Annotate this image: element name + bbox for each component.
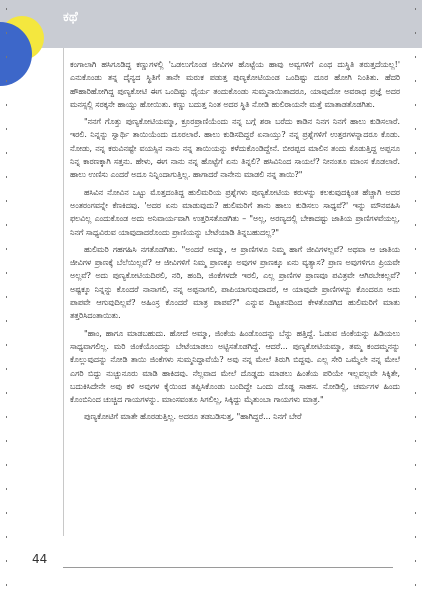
binding-mark	[415, 152, 416, 154]
binding-mark	[415, 56, 416, 58]
right-binding-marks	[412, 0, 420, 600]
binding-mark	[415, 296, 416, 298]
binding-mark	[6, 200, 7, 202]
binding-mark	[6, 56, 7, 58]
binding-mark	[415, 416, 416, 418]
binding-mark	[415, 536, 416, 538]
binding-mark	[6, 512, 7, 514]
page-number: 44	[32, 552, 48, 566]
section-title: ಕಥೆ	[63, 10, 78, 25]
binding-mark	[415, 176, 416, 178]
binding-mark	[6, 104, 7, 106]
paragraph: ಕಂಗಾಲಾಗಿ ಹಸಿಗೂಡಿದ್ದ ಕಣ್ಣುಗಳಲ್ಲಿ 'ಒಡಲುಗೊಂಡ ಜೀವಿಗಳ ಹೊಟ್ಟೆಯ ಹಾವು ಅವ್ವಗಳಿಗೆ ಎಂಥ ದುಸ್ಥಿತಿ ತರುತ್ತದೆಯಲ್ಲ!' ಎನುಕೊಂಡು ತನ್ನ ದೈನ್ಯದ ಸ್ಥಿತಿಗೆ ತಾನೇ ಮರುಕ ಪಡುತ್ತ ಪುಣ್ಯಕೋಟಿಯಂಡ ಒಂದಿಷ್ಟು ದೂರ ಹೋಗಿ ನಿಂತಿತು. ಹೆದರಿ ಹೌಹಾರಿಹೋಗಿದ್ದ ಪುಣ್ಯಕೋಟಿ ಈಗ ಒಂದಿಷ್ಟು ಧೈರ್ಯ ತಂದುಕೊಂಡು ಸುಮ್ಮನಾಯಿತಾದರೂ, ಯಾವುದೋ ಅವರಾಧ ಪ್ರಜ್ಞೆ ಅದರ ಮನಸ್ಸಲ್ಲಿ ಸರಕ್ಕನೇ ಹಾಯ್ದು ಹೋಯಿತು. ಕಣ್ಣು ಬದುತ್ತ ನಿಂತ ಅದರ ಸ್ಥಿತಿ ನೋಡಿ ಹುಲಿರಾಯನೇ ಮತ್ತೆ ಮಾತಾಡತೊಡಗಿತು.	[70, 60, 400, 109]
binding-mark	[6, 128, 7, 130]
binding-mark	[6, 32, 7, 34]
margin-rule	[63, 48, 64, 536]
binding-mark	[415, 584, 416, 586]
binding-mark	[415, 368, 416, 370]
binding-mark	[6, 392, 7, 394]
binding-mark	[415, 224, 416, 226]
binding-mark	[6, 560, 7, 562]
binding-mark	[415, 344, 416, 346]
footer-rule	[63, 567, 393, 568]
binding-mark	[415, 8, 416, 10]
header-bar	[0, 0, 422, 48]
paragraph: ಪುಣ್ಯಕೋಟಿಗೆ ಮಾತೇ ಹೊರಡುತ್ತಿಲ್ಲ. ಅದರೂ ತಡಬಡಿಸುತ್ತ, "ಹಾಗಿದ್ದರೆ... ನಿನಗೆ ಬೇರೆ	[84, 412, 302, 422]
binding-mark	[6, 80, 7, 82]
paragraph: ಹುಲಿಮರಿ ಗಹಗಹಿಸಿ ನಗತೊಡಗಿತು. "ಅಂದರೆ ಅಮ್ಮಾ, ಆ ಪ್ರಾಣಿಗಳೂ ನಿಮ್ಮ ಹಾಗೆ ಜೀವಿಗಳಲ್ಲವೆ? ಅಥವಾ ಆ ಜಾತಿಯ ಜೀವಿಗಳ ಪ್ರಾಣಕ್ಕೆ ಬೆಲೆಯಿಲ್ಲವೆ? ಆ ಜೀವಿಗಳಿಗೆ ನಿಮ್ಮ ಪ್ರಾಣಕ್ಕೂ ಅವುಗಳ ಪ್ರಾಣಕ್ಕೂ ಏನು ವ್ಯತ್ಯಾಸ? ಪ್ರಾಣ ಅವುಗಳಿಗೂ ಪ್ರಿಯವೇ ಅಲ್ಲವೆ? ಅದು ಪುಣ್ಯಕೋಟಿಯದಿರಲಿ, ನರಿ, ಹಂದಿ, ಜಿಂಕೆಗಳದೇ ಇರಲಿ, ಎಲ್ಲ ಪ್ರಾಣಿಗಳ ಪ್ರಾಣವೂ ಪವಿತ್ರವೇ ಆಗಿರಬೇಕಲ್ಲವೆ? ಅಷ್ಟಕ್ಕೂ ನಿನ್ನನ್ನು ಕೊಂದರೆ ನಾನಾಗಲಿ, ನನ್ನ ಅಪ್ಪನಾಗಲಿ, ಪಾಪಿಯಾಗುವುದಾದರೆ, ಆ ಯಾವುದೇ ಪ್ರಾಣಿಗಳನ್ನು ಕೊಂದರೂ ಅದು ಪಾಪವೇ ಆಗುವುದಿಲ್ಲವೆ? ಅಹಿಂಸ್ರ ಕೊಂದರೆ ಮಾತ್ರ ಪಾಪವೆ?" ಎನ್ನುವ ದಿಟ್ಟತನದಿಂದ ಕೇಳತೊಡಗಿದ ಹುಲಿಮರಿಗೆ ಮಾತು ತತ್ತರಿಸಿದಂತಾಯಿತು.	[70, 244, 400, 321]
binding-mark	[415, 320, 416, 322]
binding-mark	[415, 464, 416, 466]
binding-mark	[6, 488, 7, 490]
binding-mark	[415, 32, 416, 34]
binding-mark	[415, 440, 416, 442]
paragraph: "ಹಾಂ, ಹಾಗೂ ಮಾಡಬಹುದು. ಹೋದೆ ಅಮ್ಮಾ, ಜಿಂಕೆಯ ಹಿಂಡೊಂದನ್ನು ಬೆನ್ನು ಹತ್ತಿದ್ದೆ. ಓಡುವ ಜಿಂಕೆಯನ್ನು ಹಿಡಿಯಲು ಸಾಧ್ಯವಾಗಲಿಲ್ಲ. ಮರಿ ಜಿಂಕೆಯೊಂದನ್ನು ಬೇಟೆಯಾಡಲು ಅಟ್ಟಿಸತೊಡಗಿದ್ದೆ. ಆದರೆ... ಪುಣ್ಯಕೋಟಿಯಮ್ಮಾ, ತಮ್ಮ ಕಂದಮ್ಮನನ್ನು ಕೊಲ್ಲುವುದನ್ನು ನೋಡಿ ತಾಯಿ ಜಿಂಕೆಗಳು ಸುಮ್ಮನಿದ್ದಾವೆಯೆ? ಅವು ನನ್ನ ಮೇಲೆ ತಿರುಗಿ ಬಿದ್ದವು. ಎಲ್ಲ ಸೇರಿ ಒಮ್ಮೆಲೇ ನನ್ನ ಮೇಲೆ ಎಗರಿ ಬಿದ್ದು ನುಚ್ಚುನೂರು ಮಾಡಿ ಹಾಕಿದವು. ನೆಲ್ಲವಾದ ಮೇಲೆ ದೊಡ್ಡದು ಮಾಡಲು ಹಿಂತೆಯ ಪರಿಯೇ ಇಲ್ಲವಲ್ಲವೇ ಸಿಕ್ಕಿತೇ, ಬದುಕಿಸಿದೇನೇ ಅವು ಕಳಿ ಅವುಗಳ ಕೈಯಿಂದ ತಪ್ಪಿಸಿಕೊಂಡು ಬಂದಿದ್ದೇ ಒಂದು ದೊಡ್ಡ ಸಾಹಸ. ನೋಡಿಲ್ಲಿ, ಚರ್ಮಗಳ ಹಿಂದು ಕೊಂಬಿನಿಂದ ಚುಚ್ಚಿದ ಗಾಯಗಳನ್ನು. ಮಾಂಸವಂತೂ ಸಿಗಲಿಲ್ಲ, ಸಿಕ್ಕಿದ್ದು ಮೈತುಂಬಾ ಗಾಯಗಳು ಮಾತ್ರ."	[70, 328, 400, 405]
binding-mark	[415, 272, 416, 274]
binding-mark	[6, 272, 7, 274]
binding-mark	[415, 248, 416, 250]
binding-mark	[415, 128, 416, 130]
binding-mark	[6, 8, 7, 10]
binding-mark	[415, 80, 416, 82]
binding-mark	[6, 344, 7, 346]
left-binding-marks	[3, 0, 11, 600]
binding-mark	[6, 152, 7, 154]
binding-mark	[6, 536, 7, 538]
binding-mark	[415, 512, 416, 514]
binding-mark	[6, 584, 7, 586]
binding-mark	[6, 248, 7, 250]
binding-mark	[415, 200, 416, 202]
binding-mark	[6, 368, 7, 370]
binding-mark	[6, 440, 7, 442]
paragraph: ಹಸಿವಿನ ನೋವಿನ ಒಟ್ಟು ಮೊತ್ತದಂತಿದ್ದ ಹುಲಿಮರಿಯ ಪ್ರಶ್ನೆಗಳು ಪುಣ್ಯಕೋಟಿಯ ಕರುಳನ್ನು ಕಲಕುವುದಕ್ಕಿಂತ ಹೆಚ್ಚಾಗಿ ಅದರ ಅಂತರಂಗವನ್ನೇ ಕೆಣಕಿದವು. 'ಅದರ ಏನು ಮಾಡುವುದು? ಹುಲಿಮರಿಗೆ ತಾನು ಹಾಲು ಕುಡಿಸಲು ಸಾಧ್ಯವೆ?' ಇನ್ನು ಮೌನವಹಿಸಿ ಫಲವಿಲ್ಲ ಎಂದುಕೊಂಡ ಅದು ಅನಿವಾರ್ಯವಾಗಿ ಉತ್ತರಿಸತೊಡಗಿತು – "ಅಲ್ಲ, ಅರಣ್ಯದಲ್ಲಿ ಬೇಕಾದಷ್ಟು ಜಾತಿಯ ಪ್ರಾಣಿಗಳವೆಯಲ್ಲ, ನಿನಗೆ ಸಾಧ್ಯವಿರುವ ಯಾವುದಾದರೊಂದು ಪ್ರಾಣಿಯನ್ನು ಬೇಟೆಯಾಡಿ ತಿನ್ನಬಹುದಲ್ಲ?"	[70, 187, 400, 237]
binding-mark	[415, 392, 416, 394]
binding-mark	[6, 296, 7, 298]
binding-mark	[415, 488, 416, 490]
binding-mark	[415, 560, 416, 562]
article-body	[70, 58, 400, 428]
binding-mark	[6, 464, 7, 466]
binding-mark	[6, 416, 7, 418]
binding-mark	[415, 104, 416, 106]
binding-mark	[6, 176, 7, 178]
paragraph: "ನನಗೆ ಗೊತ್ತು ಪುಣ್ಯಕೋಟಿಯಮ್ಮಾ, ಕ್ರೂರಪ್ರಾಣಿಯೆಂದು ನನ್ನ ಬಗ್ಗೆ ಶರಾ ಬರೆದು ಕಾಡಿನ ನಿನಗ ನಿನಗೆ ಹಾಲು ಕುಡಿಸಲಾರೆ. ಇರಲಿ. ನಿನ್ನನ್ನು ಸ್ವಾರ್ಥಿ ತಾಯಿಯೆಂದು ದೂರಲಾರೆ. ಹಾಲು ಕುಡಿಸದಿದ್ದರೆ ಏನಾಯ್ತು? ನನ್ನ ಪ್ರಶ್ನೆಗಳಿಗೆ ಉತ್ತರಗಳನ್ನಾದರೂ ಕೊಡು. ನೋಡು, ನನ್ನ ಕರುವಿನಷ್ಟೇ ವಯಸ್ಸಿನ ನಾನು ನನ್ನ ತಾಯಿಯನ್ನು ಕಳೆದುಕೊಂಡಿದ್ದೇನೆ. ಬೀರಪ್ಪದ ಮಾಲಿನ ತಂದು ಕೊಡುತ್ತಿದ್ದ ಅಪ್ಪನೂ ನಿನ್ನ ಕಾರಣಕ್ಕಾಗಿ ಸತ್ತನು. ಹೇಳು, ಈಗ ನಾನು ನನ್ನ ಹೊಟ್ಟೆಗೆ ಏನು ತಿನ್ನಲಿ? ಹಸಿವಿನಿಂದ ಸಾಯಲೆ? ನೀನಂತೂ ಮಾಂಸ ಕೊಡಲಾರೆ. ಹಾಲು ಉಣಿಸು ಎಂದರೆ ಅದೂ ನಿನ್ನಿಂದಾಗುತ್ತಿಲ್ಲ. ಹಾಗಾದರೆ ನಾನೇನು ಮಾಡಲಿ ನನ್ನ ತಾಯಿ?"	[70, 117, 400, 180]
binding-mark	[6, 224, 7, 226]
binding-mark	[6, 320, 7, 322]
